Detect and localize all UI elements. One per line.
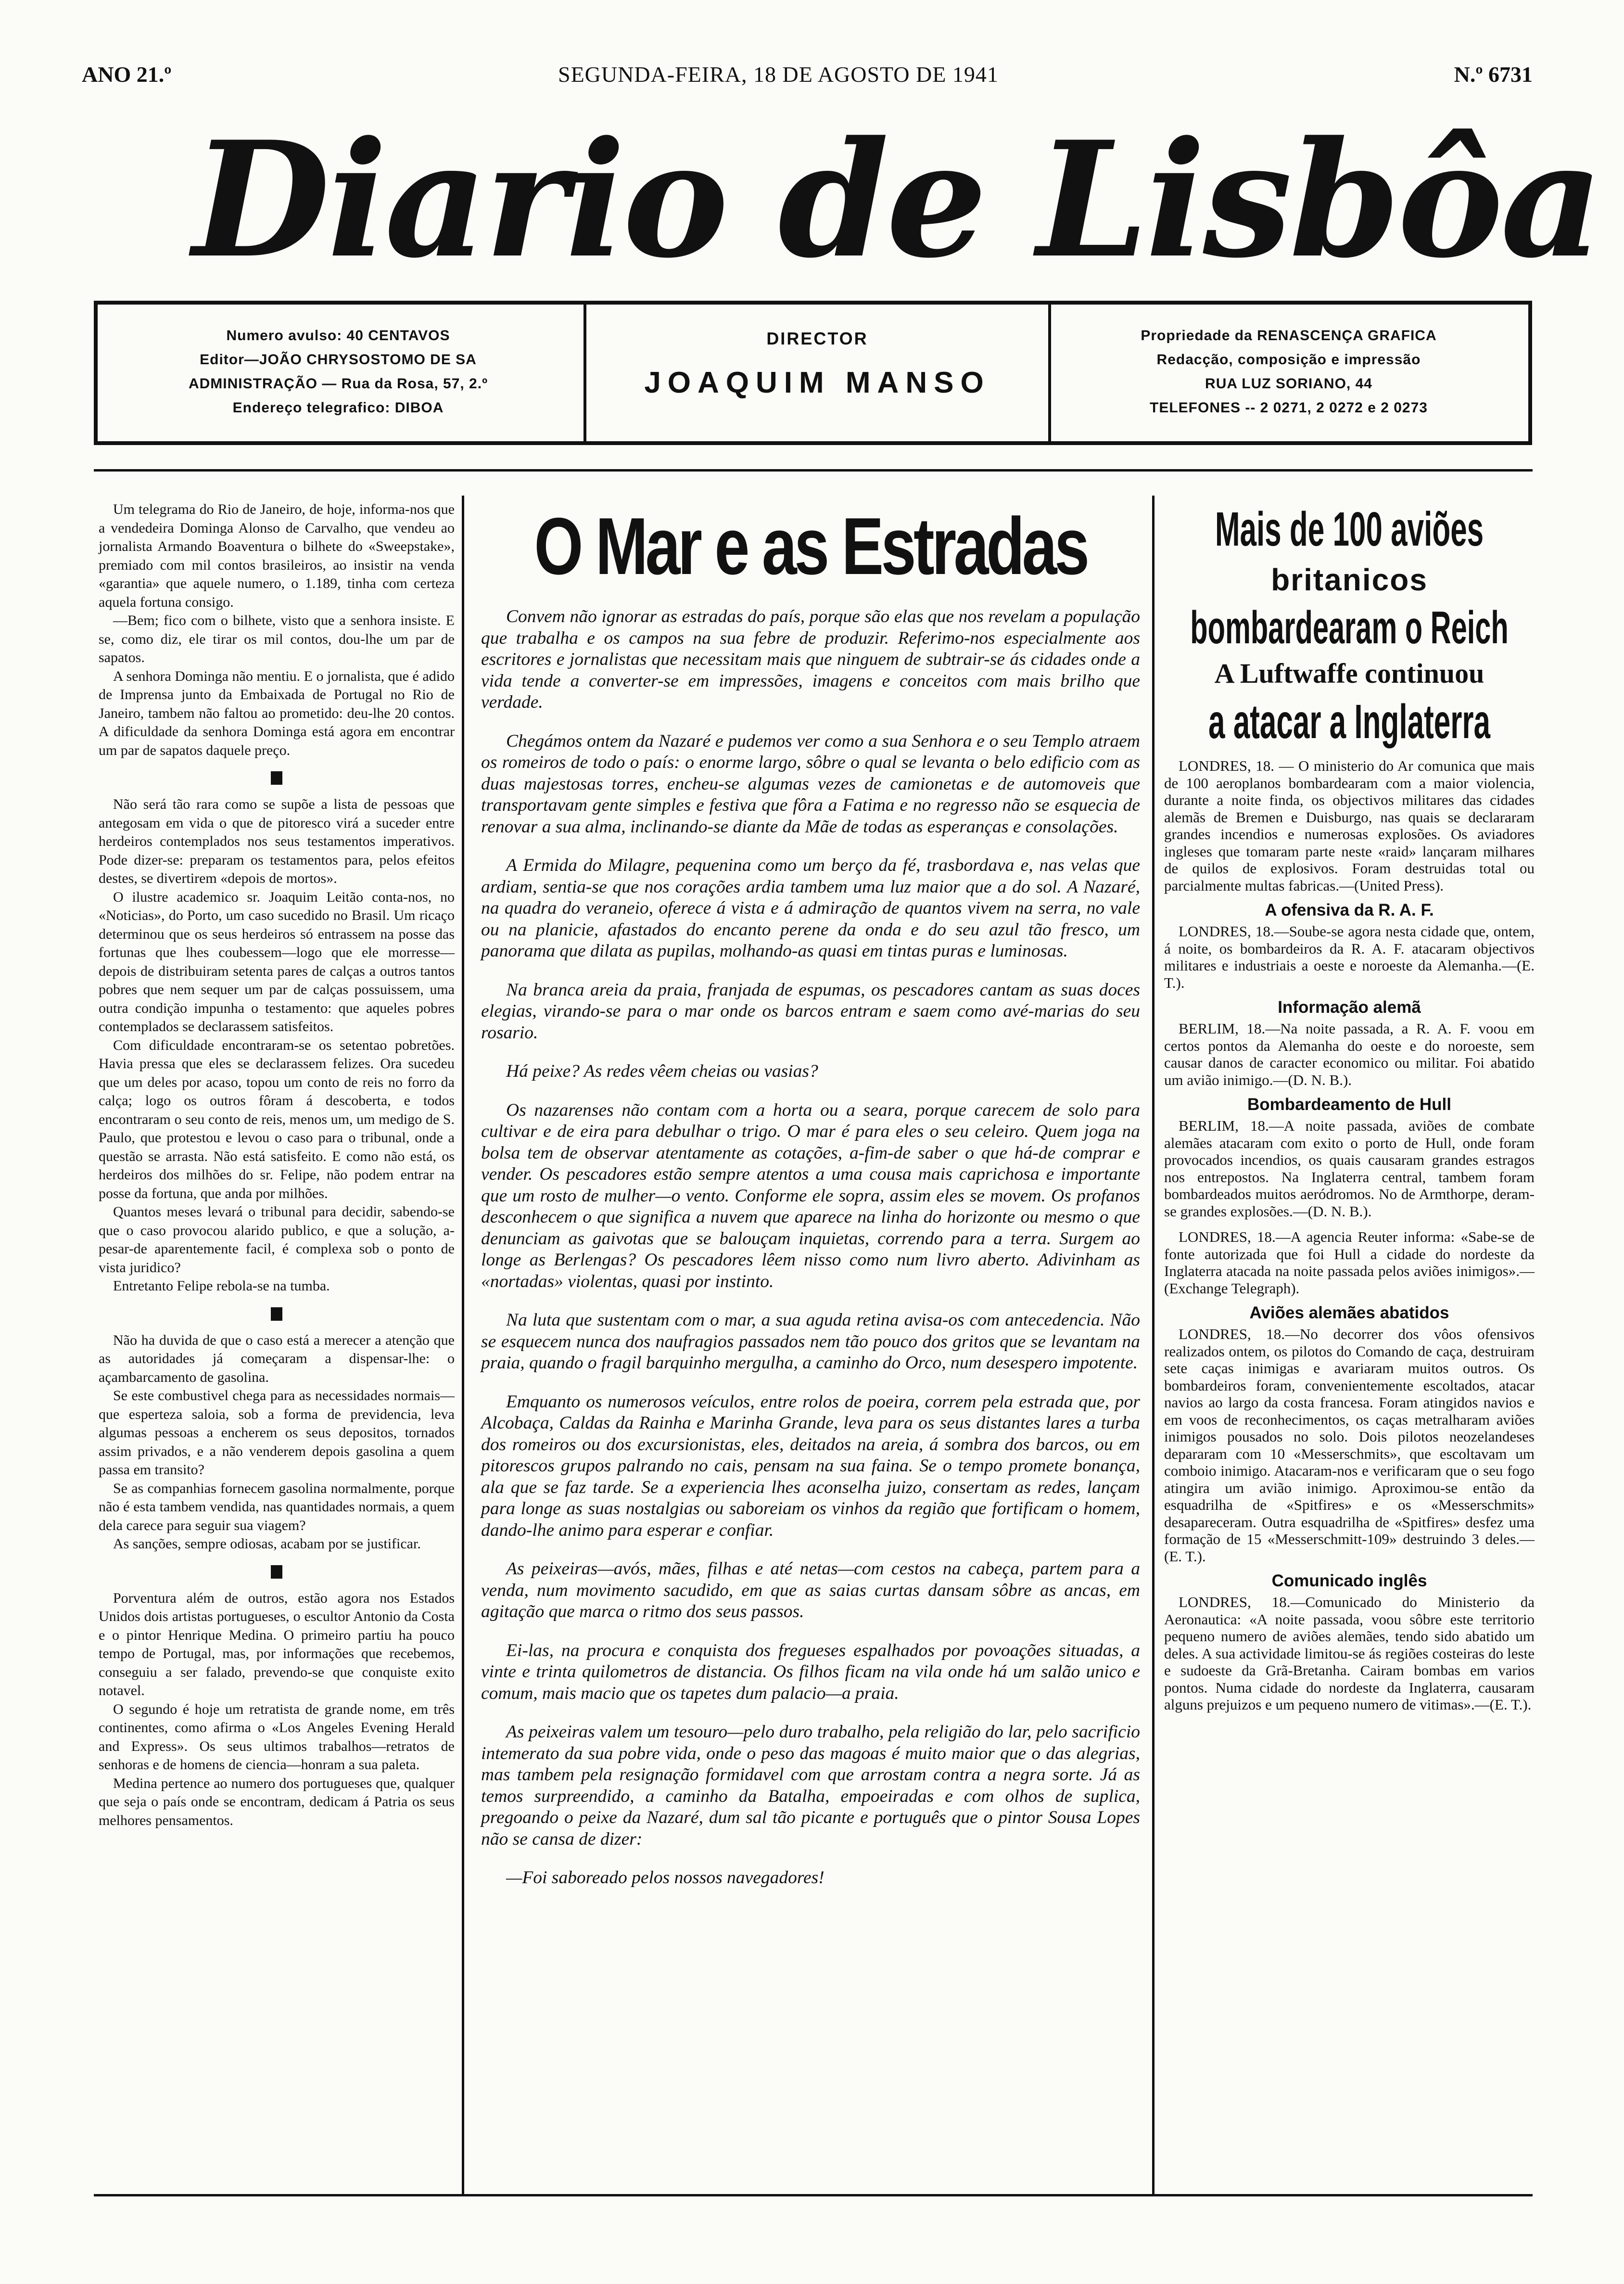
news-paragraph: BERLIM, 18.—A noite passada, aviões de combate alemães atacaram com exito o porto de Hull, onde foram provocados incendios, os quais causaram grandes estragos nos entrepostos. Na Inglaterra central, tambem foram bombardeados muitos aeródromos. No de Armthorpe, deram-se grandes explosões.—(D. N. B.). — [1164, 1117, 1535, 1220]
news-subhead: Comunicado inglês — [1271, 1571, 1427, 1590]
info-left — [98, 305, 579, 441]
article-paragraph: —Foi saboreado pelos nossos navegadores! — [506, 1868, 825, 1888]
administration-line: ADMINISTRAÇÃO — Rua da Rosa, 57, 2.º — [188, 376, 488, 392]
article-paragraph: Na luta que sustentam com o mar, a sua aguda retina avisa-os com antecedencia. Não se esquecem nunca dos naufragios passados nem tão pouco dos gritos que se levantam na praia, quando o fragil barquinho mergulha, a caminho do Orco, num desespero impotente. — [481, 1310, 1140, 1373]
article-paragraph: Os nazarenses não contam com a horta ou a seara, porque carecem de solo para cultivar e de eira para debulhar o trigo. O mar é para eles o seu celeiro. Quem joga na bolsa tem de observar atentamente as cotações, a-fim-de saber o que há-de comprar e vender. Os pescadores estão sempre atentos a uma cousa mais caprichosa e importante que um rosto de mulher—o vento. Conforme ele sopra, assim eles se movem. Os profanos desconhecem o que significa a nuvem que aparece na linha do horizonte ou mesmo o que denunciam as gaivotas que se balouçam inquietas, correndo para a terra. Surgem ao longe as Berlengas? Os pescadores lêem nisso como num livro aberto. Adivinham as «nortadas» violentas, quasi por instinto. — [481, 1100, 1140, 1291]
article-headline: O Mar e as Estradas — [534, 501, 1087, 591]
director-label: DIRECTOR — [766, 329, 868, 348]
left-paragraph: Não ha duvida de que o caso está a merecer a atenção que as autoridades já começaram a dispensar-lhe: o açambarcamento de gasolina. — [99, 1332, 455, 1385]
article-paragraph: As peixeiras valem um tesouro—pelo duro trabalho, pela religião do lar, pelo sacrificio intemerato da sua pobre vida, onde o peso das magoas é muito maior que o das alegrias, mas tambem pela resignação formidavel com que arrostam contra a negra sorte. Já as temos surpreendido, a caminho da Batalha, empoeiradas e com olhos de suplica, pregoando o peixe da Nazaré, dum sal tão picante e português que o pintor Sousa Lopes não se cansa de dizer: — [481, 1722, 1140, 1849]
center-column — [481, 500, 1140, 2194]
telegraph-line: Endereço telegrafico: DIBOA — [232, 400, 444, 416]
left-paragraph: Quantos meses levará o tribunal para decidir, sabendo-se que o caso provocou alarido publico, e que a solução, a-pesar-de aparentemente facil, é complexa sob o ponto de vista juridico? — [99, 1204, 455, 1276]
left-paragraph: —Bem; fico com o bilhete, visto que a senhora insiste. E se, como diz, ele tirar os mil contos, dou-lhe um par de sapatos. — [99, 612, 455, 665]
article-paragraph: A Ermida do Milagre, pequenina como um berço da fé, trasbordava e, nas velas que ardiam, sentia-se que nos corações ardia tambem uma luz maior que a do sol. A Nazaré, na quadra do veraneio, oferece á vista e á admiração de quantos vivem na serra, no vale ou na planicie, afastados do encanto perene da onda e do seu azul tão fresco, um panorama que dilata as pupilas, molhando-as quasi em tintas puras e luminosas. — [481, 855, 1140, 961]
left-column — [99, 500, 455, 2194]
news-paragraph: LONDRES, 18.—No decorrer dos vôos ofensivos realizados ontem, os pilotos do Comando de caça, destruiram sete caças inimigas e avariaram muitos outros. Os bombardeiros foram, convenientemente escoltados, atacar navios ao largo da costa francesa. Foram atingidos navios e em voos de reconhecimentos, os caças metralharam aviões inimigos pousados no solo. Dois pilotos neozelandeses depararam com 10 «Messerschmits», que escoltavam um comboio inimigo. Atacaram-nos e verificaram que o seu fogo atingira um avião inimigo. Aproximou-se então da esquadrilha de «Spitfires» e os «Messerschmits» desapareceram. Outra esquadrilha de «Spitfires» desfez uma formação de 15 «Messerschmitt-109» destruindo 3 deles.—(E. T.). — [1164, 1326, 1535, 1565]
column-divider — [1152, 496, 1155, 2194]
masthead — [192, 99, 1601, 301]
article-paragraph: Ei-las, na procura e conquista dos fregueses espalhados por povoações situadas, a vinte e trinta quilometros de distancia. Os filhos ficam na vila onde há um salão unico e comum, mais macio que os tapetes dum palacio—a praia. — [481, 1640, 1140, 1703]
editor-line: Editor—JOÃO CHRYSOSTOMO DE SA — [200, 352, 477, 368]
article-paragraph: Convem não ignorar as estradas do país, porque são elas que nos revelam a população que trabalha e os campos na sua febre de produzir. Referimo-nos especialmente aos escritores e jornalistas que necessitam mais que ninguem de subtrair-se ás cidades onde a vida tende a converter-se em impressões, imagens e conceitos com mais brilho que verdade. — [481, 607, 1140, 712]
director-name: JOAQUIM MANSO — [644, 366, 990, 399]
info-right — [1048, 305, 1529, 441]
left-paragraph: O ilustre academico sr. Joaquim Leitão conta-nos, no «Noticias», do Porto, um caso sucedido no Brasil. Um ricaço determinou que os seus herdeiros só entrassem na posse das fortunas que lhes coubessem—logo que ele morresse—depois de distribuiram setenta pares de calças a outros tantos pobres que nem sequer um par de calças possuissem, uma outra condição impunha o testamento: que aqueles pobres contemplados se declarassem satisfeitos. — [99, 889, 455, 1034]
left-paragraph: Porventura além de outros, estão agora nos Estados Unidos dois artistas portugueses, o escultor Antonio da Costa e o pintor Henrique Medina. O primeiro partiu ha pouco tempo de Portugal, mas, por informações que recebemos, conseguiu a ser falado, prevendo-se que conquiste exito notavel. — [99, 1590, 455, 1698]
news-subhead: Informação alemã — [1278, 998, 1421, 1017]
left-paragraph: A senhora Dominga não mentiu. E o jornalista, que é adido de Imprensa junto da Embaixada de Portugal no Rio de Janeiro, tambem não faltou ao prometido: deu-lhe 20 contos. A dificuldade da senhora Dominga está agora em encontrar um par de sapatos daquele preço. — [99, 668, 455, 758]
section-separator — [271, 1565, 282, 1579]
left-paragraph: Não será tão rara como se supõe a lista de pessoas que antegosam em vida o que de pitoresco virá a suceder entre herdeiros contemplados nos seus testamentos imperativos. Pode dizer-se: preparam os testamentos para, pelos efeitos destes, se divertirem «depois de mortos». — [99, 796, 455, 886]
article-paragraph: Na branca areia da praia, franjada de espumas, os pescadores cantam as suas doces elegias, virando-se para o mar onde os barcos entram e saem como avé-marias do seu rosario. — [481, 980, 1140, 1043]
news-subhead: Bombardeamento de Hull — [1247, 1095, 1451, 1114]
news-headline-2: britanicos — [1271, 562, 1428, 597]
masthead-title: Diario de Lisbôa — [192, 106, 1601, 293]
news-lead: LONDRES, 18. — O ministerio do Ar comunica que mais de 100 aeroplanos bombardearam com a maior violencia, durante a noite finda, os objectivos militares das cidades alemãs de Bremen e Duisburgo, nas quais se declararam grandes incendios e numerosas explosões. Os aviadores ingleses que tomaram parte neste «raid» lançaram milhares de quilos de explosivos. Foram destruidas total ou parcialmente multas fabricas.—(United Press). — [1164, 757, 1535, 894]
article-body — [481, 606, 1140, 1889]
news-subhead: Aviões alemães abatidos — [1249, 1303, 1449, 1322]
article-paragraph: Há peixe? As redes vêem cheias ou vasias? — [506, 1061, 818, 1081]
section-separator — [271, 771, 282, 785]
dateline — [82, 62, 1533, 95]
left-paragraph: O segundo é hoje um retratista de grande nome, em três continentes, como afirma o «Los Angeles Evening Herald and Express». Os seus ultimos trabalhos—retratos de senhoras e de homens de ciencia—honram a sua paleta. — [99, 1701, 455, 1773]
news-headline-3: bombardearam o Reich — [1190, 602, 1509, 653]
year-label: ANO 21.º — [82, 62, 172, 87]
news-paragraph: LONDRES, 18.—Soube-se agora nesta cidade que, ontem, á noite, os bombardeiros da R. A. F. atacaram objectivos militares e industriais a oeste e noroeste da Alemanha.—(E. T.). — [1164, 923, 1535, 991]
section-separator — [271, 1307, 282, 1321]
news-headline-4: A Luftwaffe continuou — [1214, 658, 1484, 689]
news-headline-1: Mais de 100 aviões — [1215, 502, 1484, 556]
article-paragraph: As peixeiras—avós, mães, filhas e até netas—com cestos na cabeça, partem para a venda, num movimento sacudido, em que as saias curtas dansam sôbre as ancas, em agitação que marca o ritmo dos seus passos. — [481, 1559, 1140, 1621]
news-paragraph: LONDRES, 18.—Comunicado do Ministerio da Aeronautica: «A noite passada, voou sôbre este territorio pequeno numero de aviões alemães, tendo sido abatido um deles. A sua actividade limitou-se ás regiões costeiras do leste e sudoeste da Grã-Bretanha. Cairam bombas em varios pontos. Numa cidade do nordeste da Inglaterra, causaram alguns prejuizos e um pequeno numero de vitimas».—(E. T.). — [1164, 1594, 1535, 1713]
top-rule — [94, 469, 1533, 472]
article-paragraph: Emquanto os numerosos veículos, entre rolos de poeira, correm pela estrada que, por Alcobaça, Caldas da Rainha e Marinha Grande, leva para os seus distantes lares a turba dos romeiros ou dos excursionistas, eles, deitados na areia, á sombra dos barcos, ou em pitorescos grupos palrando no cais, pensam na sua faina. Se o tempo promete bonança, ala que se faz tarde. Se a experiencia lhes aconselha juizo, consertam as redes, lançam para longe as suas nostalgias ou saboreiam os vinhos da região que fortificam o homem, dando-lhe animo para esperar e confiar. — [481, 1391, 1140, 1540]
left-paragraph: Se as companhias fornecem gasolina normalmente, porque não é esta tambem vendida, nas quantidades normais, a quem dela carece para seguir sua viagem? — [99, 1480, 455, 1533]
address-line: RUA LUZ SORIANO, 44 — [1205, 376, 1372, 392]
news-body — [1164, 757, 1535, 1713]
info-box — [94, 301, 1532, 445]
left-paragraph: As sanções, sempre odiosas, acabam por se justificar. — [113, 1536, 421, 1552]
price-line: Numero avulso: 40 CENTAVOS — [226, 328, 450, 344]
left-paragraph: Com dificuldade encontraram-se os setentao pobretões. Havia pressa que eles se declarassem felizes. Ora sucedeu que um deles por acaso, topou um conto de reis no forro da calça; logo os outros fôram á descoberta, e todos encontraram o seu conto de reis, menos um, um medigo de S. Paulo, que protestou e levou o caso para o tribunal, onde a questão se arrasta. Não está satisfeito. E como não está, os herdeiros dos milhões do sr. Felipe, não podem entrar na posse da fortuna, que anda por milhões. — [99, 1037, 455, 1201]
issue-number: N.º 6731 — [1454, 62, 1533, 87]
left-paragraph: Entretanto Felipe rebola-se na tumba. — [113, 1278, 330, 1294]
info-director — [584, 305, 1051, 441]
news-paragraph: LONDRES, 18.—A agencia Reuter informa: «Sabe-se de fonte autorizada que foi Hull a cidade do nordeste da Inglaterra atacada na noite passada pelos aviões inimigos».—(Exchange Telegraph). — [1164, 1228, 1535, 1297]
left-paragraph: Medina pertence ao numero dos portugueses que, qualquer que seja o país onde se encontram, dedicam á Patria os seus melhores pensamentos. — [99, 1775, 455, 1828]
column-divider — [462, 496, 464, 2194]
issue-date: SEGUNDA-FEIRA, 18 DE AGOSTO DE 1941 — [558, 62, 999, 87]
phones-line: TELEFONES -- 2 0271, 2 0272 e 2 0273 — [1150, 400, 1428, 416]
left-paragraph: Um telegrama do Rio de Janeiro, de hoje, informa-nos que a vendedeira Dominga Alonso de Carvalho, que vendeu ao jornalista Armando Boaventura o bilhete do «Sweepstake», premiado com mil contos brasileiros, ao insistir na venda «garantia» que aquele numero, o 1.189, tinha com certeza aquela fortuna consigo. — [99, 501, 455, 610]
bottom-rule — [94, 2194, 1533, 2196]
print-line: Redacção, composição e impressão — [1156, 352, 1421, 368]
owner-line: Propriedade da RENASCENÇA GRAFICA — [1141, 328, 1437, 344]
news-subhead: A ofensiva da R. A. F. — [1265, 901, 1434, 919]
news-headline-5: a atacar a Inglaterra — [1208, 695, 1490, 749]
article-paragraph: Chegámos ontem da Nazaré e pudemos ver como a sua Senhora e o seu Templo atraem os romeiros de todo o país: o enorme largo, sôbre o qual se levanta o belo edificio com as duas majestosas torres, encheu-se algumas vezes de camionetas e de automoveis que transportavam gente simples e festiva que fôra a Fatima e no regresso não se esquecia de renovar a sua alma, inclinando-se diante da Mãe de todas as esperanças e consolações. — [481, 731, 1140, 837]
news-paragraph: BERLIM, 18.—Na noite passada, a R. A. F. voou em certos pontos da Alemanha do oeste e do noroeste, sem causar danos de caracter economico ou militar. Foi abatido um avião inimigo.—(D. N. B.). — [1164, 1020, 1535, 1088]
left-paragraph: Se este combustivel chega para as necessidades normais—que esperteza saloia, sob a forma de previdencia, leva algumas pessoas a encherem os seus depositos, tornados assim privados, e a não venderem depois gasolina a quem passa em transito? — [99, 1388, 455, 1478]
right-column — [1164, 500, 1535, 2194]
